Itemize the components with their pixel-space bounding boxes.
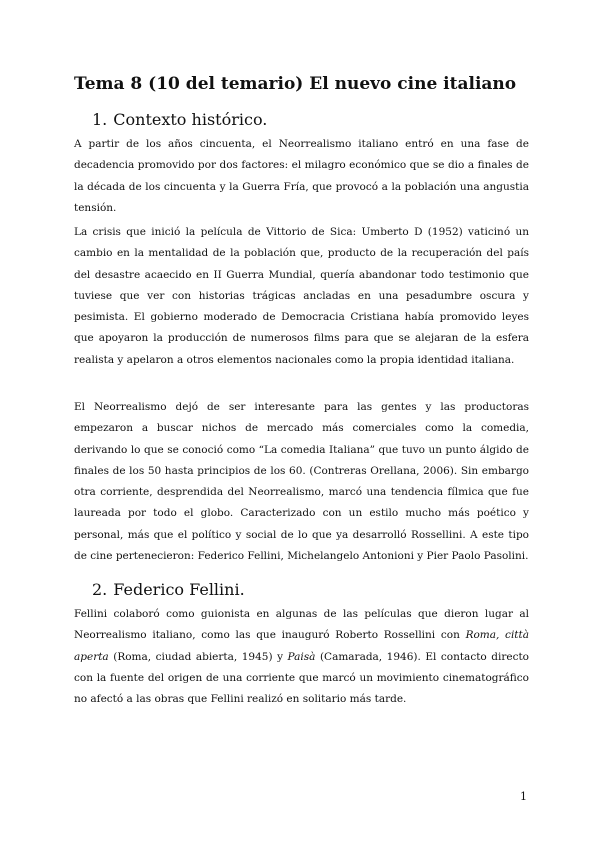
section-number: 2. bbox=[92, 580, 108, 599]
section-heading-contexto bbox=[92, 110, 267, 129]
paragraph-crisis: La crisis que inició la película de Vittorio de Sica: Umberto D (1952) vaticinó un cambio en la mentalidad de la población que, producto de la recuperación del país del desastre acaecido en II Guerra Mundial, quería abandonar todo testimonio que tuviese que ver con historias trágicas ancladas en una pesadumbre oscura y pesimista. El gobierno moderado de Democracia Cristiana había promovido leyes que apoyaron la producción de numerosos films para que se alejaran de la esfera realista y apelaron a otros elementos nacionales como la propia identidad italiana. bbox=[74, 226, 529, 366]
section-title: Federico Fellini. bbox=[113, 580, 245, 599]
text-fragment: (Camarada, 1946). El contacto directo con la fuente del origen de una corriente que marcó un movimiento cinematográfico no afectó a las obras que Fellini realizó en solitario más tarde. bbox=[74, 650, 529, 706]
paragraph-neorrealismo: El Neorrealismo dejó de ser interesante para las gentes y las productoras empezaron a buscar nichos de mercado más comerciales como la comedia, derivando lo que se conoció como “La comedia Italiana” que tuvo un punto álgido de finales de los 50 hasta principios de los 60. (Contreras Orellana, 2006). Sin embargo otra corriente, desprendida del Neorrealismo, marcó una tendencia fílmica que fue laureada por todo el globo. Caracterizado con un estilo mucho más poético y personal, más que el político y social de lo que ya desarrolló Rossellini. A este tipo de cine pertenecieron: Federico Fellini, Michelangelo Antonioni y Pier Paolo Pasolini. bbox=[74, 401, 529, 563]
section-title: Contexto histórico. bbox=[113, 110, 268, 129]
text-fragment: (Roma, ciudad abierta, 1945) y bbox=[108, 650, 288, 663]
film-title-paisa: Paisà bbox=[287, 650, 316, 663]
section-number: 1. bbox=[92, 110, 108, 129]
text-fragment: Fellini colaboró como guionista en algunas de las películas que dieron lugar al Neorrealismo italiano, como las que inauguró Roberto Rossellini con bbox=[74, 608, 529, 642]
film-title-roma: Roma, città aperta bbox=[74, 629, 529, 663]
paragraph-fellini bbox=[74, 604, 529, 710]
paragraph-intro: A partir de los años cincuenta, el Neorrealismo italiano entró en una fase de decadencia promovido por dos factores: el milagro económico que se dio a finales de la década de los cincuenta y la Guerra Fría, que provocó a la población una angustia tensión. bbox=[74, 138, 529, 214]
section-heading-fellini bbox=[92, 580, 245, 599]
page-title: Tema 8 (10 del temario) El nuevo cine italiano bbox=[74, 74, 517, 94]
page-number: 1 bbox=[520, 790, 527, 803]
